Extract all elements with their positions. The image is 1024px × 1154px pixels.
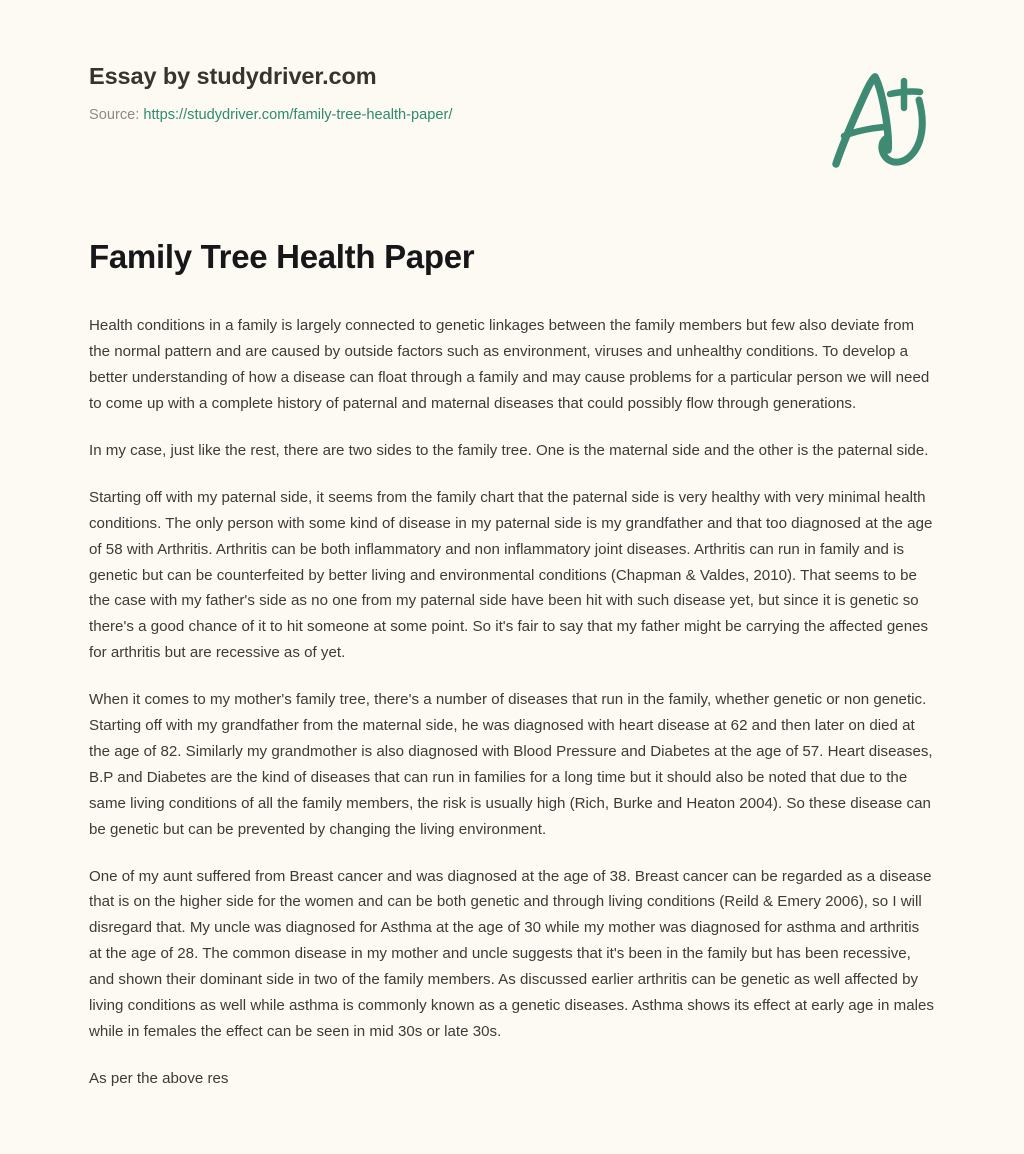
brand-title: Essay by studydriver.com [89,63,377,89]
paragraph: When it comes to my mother's family tree, there's a number of diseases that run in the family, whether genetic or non genetic. Starting off with my grandfather from the maternal side, he was diagnosed with heart disease at 62 and then later on died at the age of 82. Similarly my grandmother is also diagnosed with Blood Pressure and Diabetes at the age of 57. Heart diseases, B.P and Diabetes are the kind of diseases that can run in families for a long time but it should also be noted that due to the same living conditions of all the family members, the risk is usually high (Rich, Burke and Heaton 2004). So these disease can be genetic but can be prevented by changing the living environment. [89,691,933,838]
source-line [89,106,935,125]
a-plus-logo-icon [824,66,932,170]
page-title: Family Tree Health Paper [89,238,475,275]
paragraph: Health conditions in a family is largely connected to genetic linkages between the family members but few also deviate from the normal pattern and are caused by outside factors such as environment, viruses and unhealthy conditions. To develop a better understanding of how a disease can float through a family and may cause problems for a particular person we will need to come up with a complete history of paternal and maternal diseases that could possibly flow through generations. [89,317,930,412]
paragraph: One of my aunt suffered from Breast cancer and was diagnosed at the age of 38. Breast cancer can be regarded as a disease that is on the higher side for the women and can be both genetic and through living conditions (Reild & Emery 2006), so I will disregard that. My uncle was diagnosed for Asthma at the age of 30 while my mother was diagnosed for asthma and arthritis at the age of 28. The common disease in my mother and uncle suggests that it's been in the family but has been recessive, and shown their dominant side in two of the family members. As discussed earlier arthritis can be genetic as well affected by living conditions as well while asthma is commonly known as a genetic diseases. Asthma shows its effect at early age in males while in females the effect can be seen in mid 30s or late 30s. [89,867,934,1040]
article-body [89,313,935,1092]
paragraph: In my case, just like the rest, there are two sides to the family tree. One is the maternal side and the other is the paternal side. [89,441,929,459]
paragraph-truncated: As per the above res [89,1069,229,1087]
source-url-link[interactable]: https://studydriver.com/family-tree-health-paper/ [143,107,453,124]
article [0,236,1024,1092]
source-label: Source: [89,107,140,124]
paragraph: Starting off with my paternal side, it seems from the family chart that the paternal side is very healthy with very minimal health conditions. The only person with some kind of disease in my paternal side is my grandfather and that too diagnosed at the age of 58 with Arthritis. Arthritis can be both inflammatory and non inflammatory joint diseases. Arthritis can run in family and is genetic but can be counterfeited by better living and environmental conditions (Chapman & Valdes, 2010). That seems to be the case with my father's side as no one from my paternal side have been hit with such disease yet, but since it is genetic so there's a good chance of it to hit someone at some point. So it's fair to say that my father might be carrying the affected genes for arthritis but are recessive as of yet. [89,488,933,662]
